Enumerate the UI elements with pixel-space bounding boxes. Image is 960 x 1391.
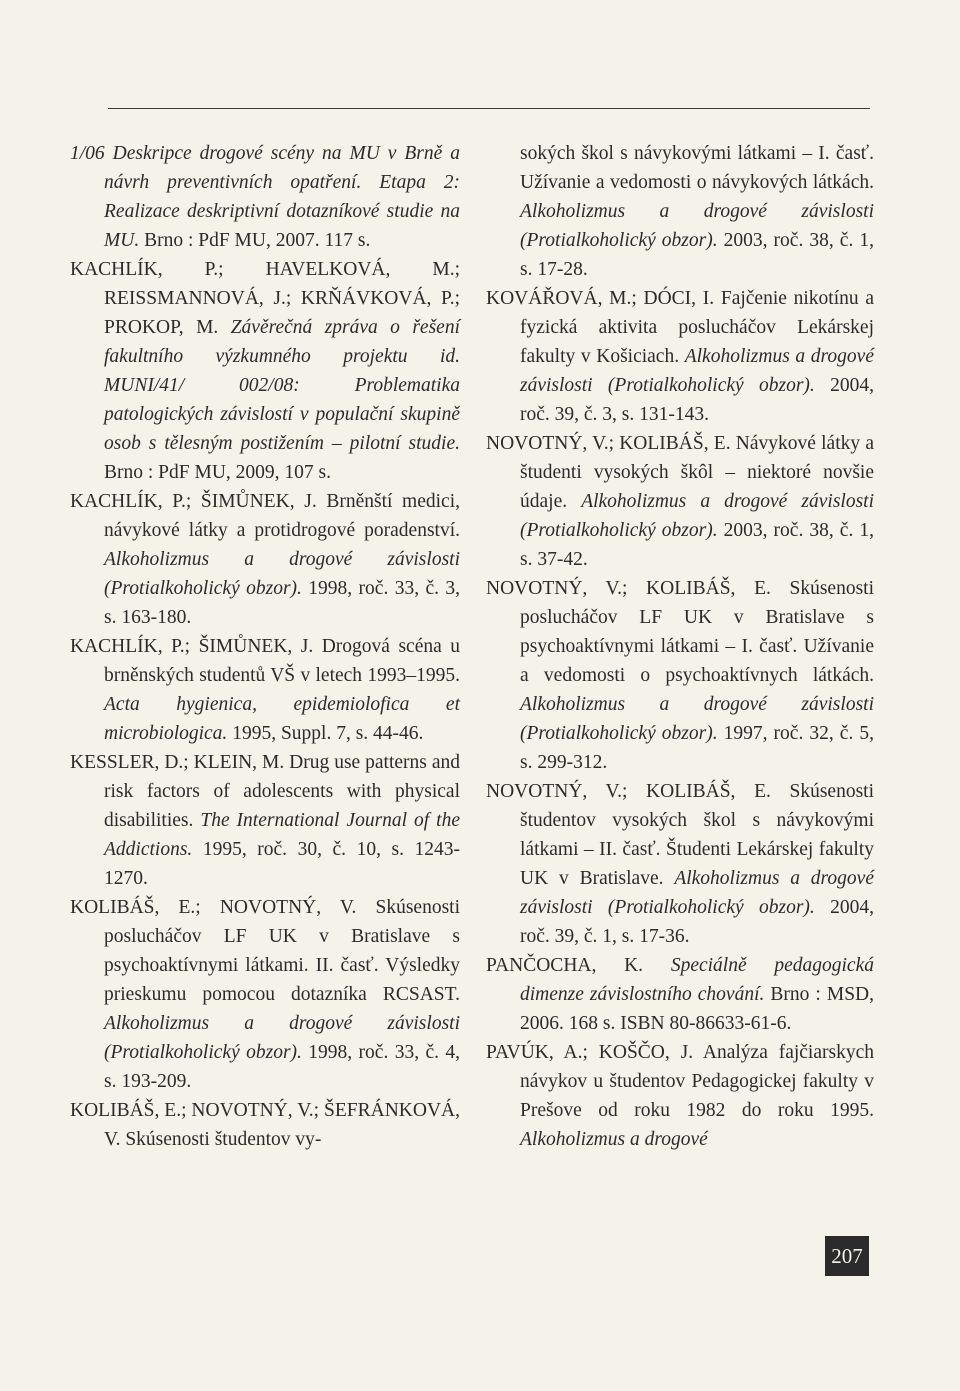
reference-entry [70,748,460,893]
reference-text: sokých škol s návykovými látkami – I. časť. Užívanie a vedomosti o návykových látkách. [520,143,874,193]
reference-source-title: Acta hygienica, epidemiolofica et microbiologica. [104,694,460,744]
bibliography-left-column [70,139,460,1154]
reference-text: 1997, roč. 32, č. 5, s. 299-312. [520,723,874,773]
reference-source-title: 1/06 Deskripce drogové scény na MU v Brně a návrh preventivních opatření. Etapa 2: Realizace deskriptivní dotazníkové studie na MU. [70,143,460,251]
reference-text: NOVOTNÝ, V.; KOLIBÁŠ, E. Návykové látky a študenti vysokých škôl – niektoré novšie údaje. [486,433,874,512]
reference-text: KACHLÍK, P.; HAVELKOVÁ, M.; REISSMANNOVÁ, J.; KRŇÁVKOVÁ, P.; PROKOP, M. [70,259,460,338]
reference-text: Brno : MSD, 2006. 168 s. ISBN 80-86633-61-6. [520,984,875,1034]
reference-source-title: Alkoholizmus a drogové závislosti (Protialkoholický obzor). [520,868,874,918]
reference-text: KACHLÍK, P.; ŠIMŮNEK, J. Brněnští medici, návykové látky a protidrogové poradenství. [70,491,460,541]
reference-source-title: Alkoholizmus a drogové závislosti (Protialkoholický obzor). [520,491,874,541]
reference-entry [486,1038,874,1154]
reference-source-title: Speciálně pedagogická dimenze závislostního chování. [520,955,874,1005]
reference-entry [70,893,460,1096]
reference-source-title: Alkoholizmus a drogové závislosti (Protialkoholický obzor). [104,549,460,599]
reference-entry [486,139,874,284]
reference-entry [486,284,874,429]
reference-text: 2004, roč. 39, č. 1, s. 17-36. [520,897,875,947]
reference-text: 2003, roč. 38, č. 1, s. 37-42. [520,520,874,570]
reference-text: NOVOTNÝ, V.; KOLIBÁŠ, E. Skúsenosti študentov vysokých škol s návykovými látkami – II. časť. Študenti Lekárskej fakulty UK v Bratislave. [486,781,874,889]
reference-entry [486,574,874,777]
reference-source-title: Alkoholizmus a drogové [520,1129,708,1150]
reference-entry [70,487,460,632]
reference-entry [70,632,460,748]
reference-source-title: Závěrečná zpráva o řešení fakultního výzkumného projektu id. MUNI/41/ 002/08: Problematika patologických závislostí v populační skupině osob s tělesným postižením – pilotní studie. [104,317,460,454]
reference-text: KESSLER, D.; KLEIN, M. Drug use patterns and risk factors of adolescents with physical disabilities. [70,752,460,831]
reference-text: Brno : PdF MU, 2009, 107 s. [104,462,331,483]
reference-source-title: The International Journal of the Addictions. [104,810,461,860]
page-number: 207 [825,1236,869,1276]
reference-text: 1995, Suppl. 7, s. 44-46. [227,723,424,744]
reference-entry [70,139,460,255]
reference-text: 1995, roč. 30, č. 10, s. 1243-1270. [104,839,460,889]
reference-entry [70,1096,460,1154]
reference-text: KOVÁŘOVÁ, M.; DÓCI, I. Fajčenie nikotínu a fyzická aktivita poslucháčov Lekárskej fakulty v Košiciach. [486,288,874,367]
reference-source-title: Alkoholizmus a drogové závislosti (Protialkoholický obzor). [520,201,874,251]
reference-entry [486,777,874,951]
reference-text: 1998, roč. 33, č. 3, s. 163-180. [104,578,460,628]
reference-text: PAVÚK, A.; KOŠČO, J. Analýza fajčiarskych návykov u študentov Pedagogickej fakulty v Prešove od roku 1982 do roku 1995. [486,1042,874,1121]
header-rule [108,108,870,109]
reference-text: 1998, roč. 33, č. 4, s. 193-209. [104,1042,460,1092]
reference-text: KOLIBÁŠ, E.; NOVOTNÝ, V.; ŠEFRÁNKOVÁ, V. Skúsenosti študentov vy- [70,1100,460,1150]
reference-entry [70,255,460,487]
reference-text: PANČOCHA, K. [486,955,671,976]
reference-entry [486,951,874,1038]
reference-text: KACHLÍK, P.; ŠIMŮNEK, J. Drogová scéna u brněnských studentů VŠ v letech 1993–1995. [70,636,460,686]
reference-text: NOVOTNÝ, V.; KOLIBÁŠ, E. Skúsenosti poslucháčov LF UK v Bratislave s psychoaktívnymi látkami – I. časť. Užívanie a vedomosti o psychoaktívnych látkách. [486,578,874,686]
bibliography-right-column [486,139,874,1154]
reference-text: 2004, roč. 39, č. 3, s. 131-143. [520,375,875,425]
reference-text: KOLIBÁŠ, E.; NOVOTNÝ, V. Skúsenosti poslucháčov LF UK v Bratislave s psychoaktívnymi látkami. II. časť. Výsledky prieskumu pomocou dotazníka RCSAST. [70,897,460,1005]
reference-source-title: Alkoholizmus a drogové závislosti (Protialkoholický obzor). [104,1013,460,1063]
reference-text: 2003, roč. 38, č. 1, s. 17-28. [520,230,874,280]
reference-source-title: Alkoholizmus a drogové závislosti (Protialkoholický obzor). [520,346,874,396]
reference-entry [486,429,874,574]
reference-text: Brno : PdF MU, 2007. 117 s. [139,230,371,251]
reference-source-title: Alkoholizmus a drogové závislosti (Protialkoholický obzor). [520,694,874,744]
